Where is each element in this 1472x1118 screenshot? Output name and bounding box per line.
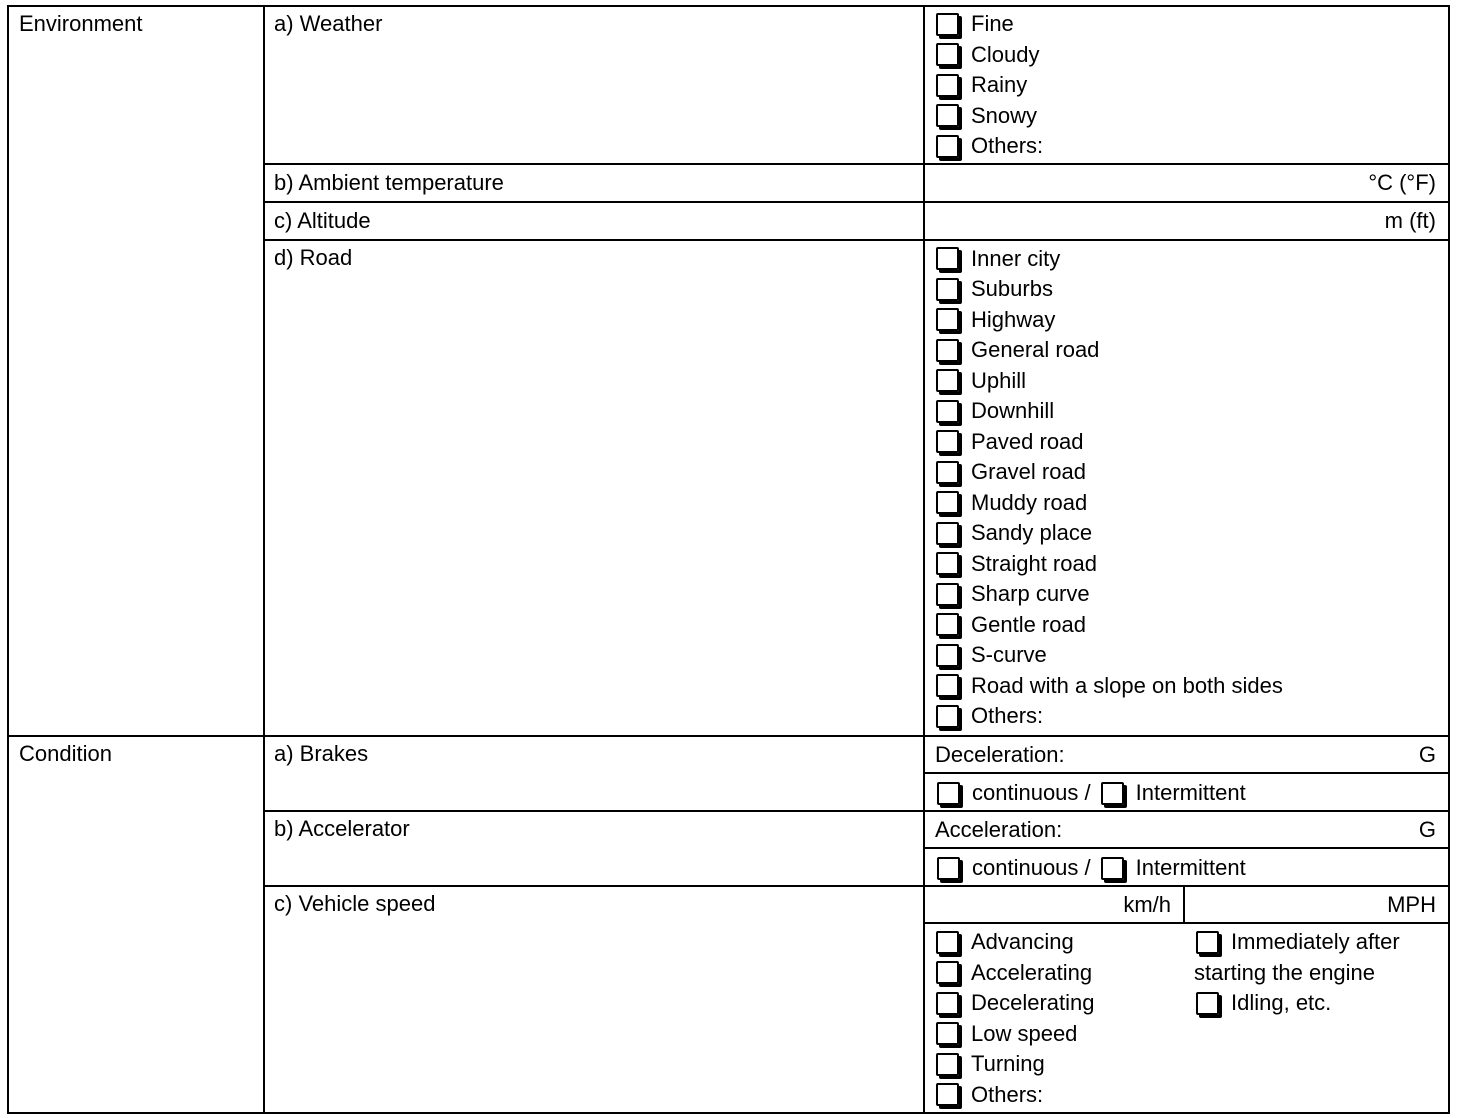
road-option[interactable] [934,335,1283,366]
option-label: Paved road [971,428,1084,454]
road-option[interactable] [934,305,1283,336]
option-label: Uphill [971,367,1027,393]
checkbox-icon[interactable] [936,613,959,636]
kmh-unit: km/h [1123,892,1171,917]
altitude-field[interactable] [923,201,1450,241]
checkbox-icon[interactable] [936,461,959,484]
speed-mph-field[interactable] [1183,885,1450,924]
speed-option[interactable] [934,988,1095,1019]
option-label: Road with a slope on both sides [971,672,1283,698]
checkbox-icon[interactable] [937,782,960,805]
road-option[interactable] [934,457,1283,488]
checkbox-icon[interactable] [936,552,959,575]
road-option[interactable] [934,671,1283,702]
checkbox-icon[interactable] [1101,782,1124,805]
option-label: Gravel road [971,459,1086,484]
checkbox-icon[interactable] [936,1053,959,1076]
accelerator-mode-options [935,853,1246,884]
condition-label: Condition [19,741,112,766]
checkbox-icon[interactable] [1101,857,1124,880]
checkbox-icon[interactable] [936,1022,959,1045]
road-options [934,244,1283,732]
option-label: Others: [971,1081,1044,1107]
option-label: Rainy [971,72,1028,97]
temperature-unit: °C (°F) [1368,170,1436,195]
road-option[interactable] [934,396,1283,427]
road-option[interactable] [934,274,1283,305]
option-label: Suburbs [971,276,1053,301]
checkbox-icon[interactable] [936,931,959,954]
acceleration-unit: G [1418,817,1436,842]
checkbox-icon[interactable] [936,992,959,1015]
option-label: Snowy [971,102,1038,128]
brakes-mode-cell [923,772,1450,812]
environment-section-cell [7,5,265,737]
checkbox-icon[interactable] [936,43,959,66]
checkbox-icon[interactable] [936,674,959,697]
checkbox-icon[interactable] [936,961,959,984]
checkbox-icon[interactable] [936,278,959,301]
road-option[interactable] [934,518,1283,549]
checkbox-icon[interactable] [936,491,959,514]
option-label: S-curve [971,642,1047,667]
mph-unit: MPH [1387,892,1436,917]
option-label: Straight road [971,550,1097,576]
road-label: d) Road [274,245,353,270]
temperature-label: b) Ambient temperature [274,170,504,195]
speed-option[interactable] [934,927,1095,958]
speed-option-idling[interactable] [1194,988,1400,1019]
accelerator-mode-cell [923,847,1450,887]
weather-option-cloudy[interactable] [934,40,1043,71]
checkbox-icon[interactable] [936,522,959,545]
temperature-field[interactable] [923,163,1450,203]
checkbox-icon[interactable] [936,104,959,127]
altitude-unit: m (ft) [1384,208,1436,233]
speed-option[interactable] [934,1080,1095,1111]
speed-option[interactable] [934,1049,1095,1080]
option-label: Downhill [971,398,1055,423]
checkbox-icon[interactable] [936,1083,959,1106]
option-label: Cloudy [971,41,1040,67]
road-option[interactable] [934,610,1283,641]
checkbox-icon[interactable] [936,13,959,36]
road-label-cell [263,239,925,737]
weather-options [934,9,1043,162]
condition-section-cell [7,735,265,1114]
option-label: Low speed [971,1020,1078,1046]
option-label: Sharp curve [971,581,1090,606]
checkbox-icon[interactable] [936,644,959,667]
deceleration-label: Deceleration: [935,742,1065,767]
checkbox-icon[interactable] [1196,931,1219,954]
speed-kmh-field[interactable] [923,885,1185,924]
accelerator-intermittent-label: Intermittent [1135,855,1246,881]
brakes-mode-options [935,778,1246,809]
road-option[interactable] [934,427,1283,458]
option-label: Turning [971,1051,1045,1076]
option-label: Fine [971,11,1014,36]
acceleration-label: Acceleration: [935,817,1063,842]
checkbox-icon[interactable] [936,308,959,331]
checkbox-icon[interactable] [936,247,959,270]
option-label: Advancing [971,929,1074,954]
checkbox-icon[interactable] [936,74,959,97]
deceleration-unit: G [1418,742,1436,767]
accelerator-continuous-label: continuous / [972,855,1091,881]
option-label: Decelerating [971,990,1095,1015]
weather-option-snowy[interactable] [934,101,1043,132]
checkbox-icon[interactable] [936,400,959,423]
acceleration-field[interactable] [923,810,1450,849]
option-label: Highway [971,306,1056,332]
option-label: Sandy place [971,520,1093,545]
weather-option-rainy[interactable] [934,70,1043,101]
option-label: Immediately after [1231,929,1400,954]
brakes-continuous-label: continuous / [972,780,1091,806]
weather-option-others[interactable] [934,131,1043,162]
environment-label: Environment [19,11,143,36]
option-label: Inner city [971,245,1061,271]
brakes-label: a) Brakes [274,741,369,766]
road-option[interactable] [934,701,1283,732]
speed-option-after-start[interactable] [1194,927,1400,958]
option-label: General road [971,337,1100,362]
road-option[interactable] [934,366,1283,397]
checkbox-icon[interactable] [936,135,959,158]
checkbox-icon[interactable] [936,430,959,453]
speed-option[interactable] [934,1019,1095,1050]
option-label-cont: starting the engine [1194,959,1376,985]
road-option[interactable] [934,640,1283,671]
road-option[interactable] [934,579,1283,610]
brakes-intermittent-label: Intermittent [1135,780,1246,806]
checkbox-icon[interactable] [936,705,959,728]
weather-label: a) Weather [274,11,383,36]
speed-options-right [1194,927,1400,1019]
checkbox-icon[interactable] [937,857,960,880]
option-label: Others: [971,703,1044,728]
accelerator-label: b) Accelerator [274,816,410,841]
option-label: Accelerating [971,959,1093,985]
speed-options-left [934,927,1095,1110]
option-label: Others: [971,133,1044,158]
checkbox-icon[interactable] [936,369,959,392]
deceleration-field[interactable] [923,735,1450,774]
option-label: Muddy road [971,489,1088,515]
weather-option-fine[interactable] [934,9,1043,40]
option-label: Gentle road [971,611,1086,637]
road-option[interactable] [934,244,1283,275]
checkbox-icon[interactable] [936,583,959,606]
checkbox-icon[interactable] [1196,992,1219,1015]
road-option[interactable] [934,549,1283,580]
checkbox-icon[interactable] [936,339,959,362]
option-label: Idling, etc. [1231,990,1332,1015]
road-option[interactable] [934,488,1283,519]
speed-label: c) Vehicle speed [274,891,436,916]
speed-option[interactable] [934,958,1095,989]
altitude-label: c) Altitude [274,208,371,233]
